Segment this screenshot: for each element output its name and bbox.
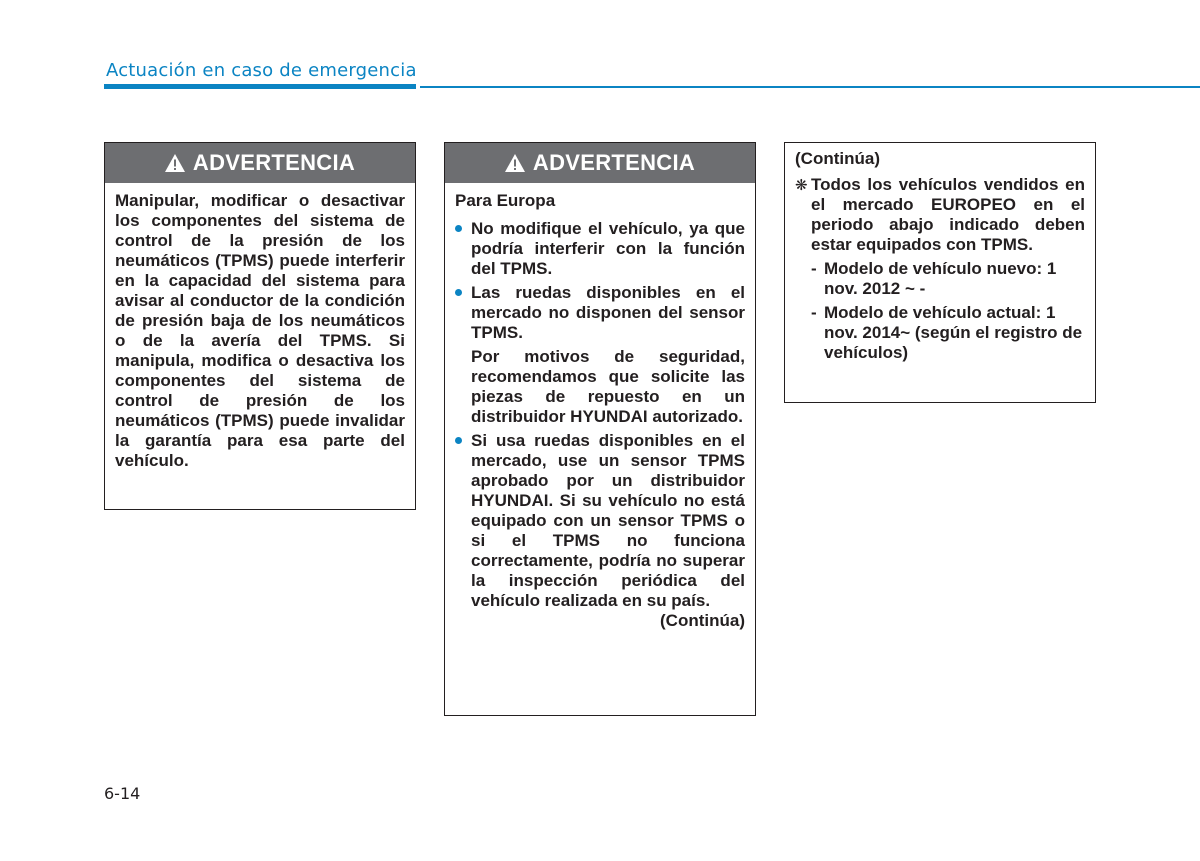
warning-body: [445, 183, 755, 641]
list-item: [455, 219, 745, 279]
header-rule-thin: [420, 86, 1200, 88]
safety-note: Por motivos de seguridad, recomendamos que solicite las piezas de repuesto en un distribuidor HYUNDAI autorizado.: [471, 347, 745, 426]
list-item-text: Las ruedas disponibles en el mercado no disponen del sensor TPMS.: [471, 283, 745, 342]
section-title: Actuación en caso de emergencia: [106, 60, 417, 81]
list-item: [795, 259, 1085, 299]
warning-box-tampering: [104, 142, 416, 510]
list-item-text: Modelo de vehículo actual: 1 nov. 2014~ (según el registro de vehículos): [824, 303, 1083, 362]
region-label: Para Europa: [455, 191, 556, 210]
warning-header: [445, 143, 755, 183]
dash-marker: -: [811, 259, 817, 278]
list-item-text: Si usa ruedas disponibles en el mercado, use un sensor TPMS aprobado por un distribuidor HYUNDAI. Si su vehículo no está equipado con un sensor TPMS o si el TPMS no funciona correctamente, podría no superar la inspección periódica del vehículo realizada en su país.: [471, 431, 745, 610]
asterisk-icon: ❋: [795, 176, 808, 194]
bullet-icon: [455, 289, 462, 296]
warning-title: ADVERTENCIA: [192, 150, 356, 175]
warning-header: [105, 143, 415, 183]
continued-box: [784, 142, 1096, 403]
warning-title: ADVERTENCIA: [532, 150, 696, 175]
list-item: [795, 303, 1085, 363]
dash-marker: -: [811, 303, 817, 322]
bullet-icon: [455, 437, 462, 444]
list-item: [455, 283, 745, 343]
continued-label: (Continúa): [660, 611, 745, 630]
warning-triangle-icon: [165, 154, 185, 172]
list-item: [455, 431, 745, 611]
warning-box-europe: [444, 142, 756, 716]
continued-heading: (Continúa): [795, 149, 880, 168]
note-text: Todos los vehículos vendidos en el mercado EUROPEO en el periodo abajo indicado deben estar equipados con TPMS.: [811, 175, 1085, 254]
page-number: 6-14: [104, 784, 141, 803]
list-item-text: No modifique el vehículo, ya que podría interferir con la función del TPMS.: [471, 219, 745, 278]
note-item: [795, 175, 1085, 255]
warning-triangle-icon: [505, 154, 525, 172]
warning-text: Manipular, modificar o desactivar los componentes del sistema de control de la presión de los neumáticos (TPMS) puede interferir en la capacidad del sistema para avisar al conductor de la condición de presión baja de los neumáticos o de la avería del TPMS. Si manipula, modifica o desactiva los componentes del sistema de control de presión de los neumáticos (TPMS) puede invalidar la garantía para esa parte del vehículo.: [115, 191, 405, 470]
continued-body: [785, 143, 1095, 373]
bullet-icon: [455, 225, 462, 232]
list-item-text: Modelo de vehículo nuevo: 1 nov. 2012 ~ -: [824, 259, 1057, 298]
header-rule-thick: [104, 84, 416, 89]
warning-body: [105, 183, 415, 481]
